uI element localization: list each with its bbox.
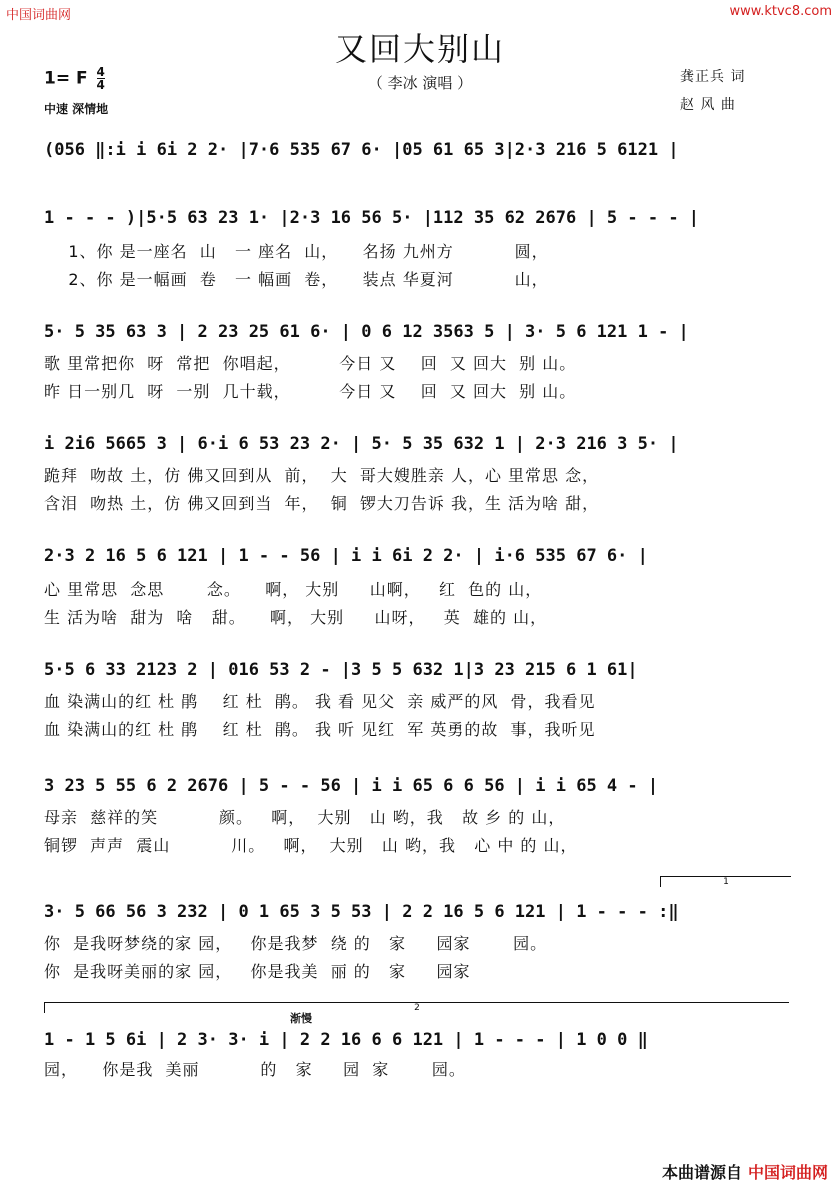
lyric-line-9: 园， 你是我 美丽 的 家 园 家 园。 <box>44 1060 466 1079</box>
lyric-line-6-verse2: 血 染满山的红 杜 鹃 红 杜 鹃。 我 听 见红 军 英勇的故 事，我听见 <box>44 720 596 739</box>
lyric-line-2-verse1: 1、你 是一座名 山 一 座名 山， 名扬 九州方 圆， <box>44 242 549 261</box>
lyric-line-5-verse1: 心 里常思 念思 念。 啊， 大别 山啊， 红 色的 山， <box>44 580 543 599</box>
lyric-line-3-verse2: 昨 日一别几 呀 一别 几十载， 今日 又 回 又 回大 别 山。 <box>44 382 577 401</box>
lyricist-credit: 龚正兵 词 <box>680 69 746 85</box>
composer-credit: 赵 风 曲 <box>680 97 736 113</box>
lyric-line-7-verse2: 铜锣 声声 震山 川。 啊， 大别 山 哟，我 心 中 的 山， <box>44 836 578 855</box>
notation-line-8: 3· 5 66 56 3 232 | 0 1 65 3 5 53 | 2 2 16 5 6 121 | 1 - - - :‖ <box>44 902 679 922</box>
notation-line-5: 2·3 2 16 5 6 121 | 1 - - 56 | i i 6i 2 2· | i·6 535 67 6· | <box>44 546 648 566</box>
notation-line-9: 1 - 1 5 6i | 2 3· 3· i | 2 2 16 6 6 121 | 1 - - - | 1 0 0 ‖ <box>44 1030 648 1050</box>
lyric-line-3-verse1: 歌 里常把你 呀 常把 你唱起， 今日 又 回 又 回大 别 山。 <box>44 354 577 373</box>
volta-bracket-2: 2 <box>44 1002 789 1013</box>
time-sig-bottom: 4 <box>96 78 105 92</box>
notation-line-4: i 2i6 5665 3 | 6·i 6 53 23 2· | 5· 5 35 632 1 | 2·3 216 3 5· | <box>44 434 679 454</box>
notation-line-6: 5·5 6 33 2123 2 | 016 53 2 - |3 5 5 632 1|3 23 215 6 1 61| <box>44 660 638 680</box>
lyric-line-8-verse2: 你 是我呀美丽的家 园， 你是我美 丽 的 家 园家 <box>44 962 471 981</box>
watermark-right: www.ktvc8.com <box>729 4 832 19</box>
time-signature <box>97 66 105 91</box>
ritardando-mark: 渐慢 <box>290 1012 312 1025</box>
lyric-line-8-verse1: 你 是我呀梦绕的家 园， 你是我梦 绕 的 家 园家 园。 <box>44 934 548 953</box>
footer-brand[interactable]: 中国词曲网 <box>747 1163 828 1182</box>
key-signature <box>44 66 105 91</box>
volta-bracket-1: 1 <box>660 876 791 887</box>
notation-line-2: 1 - - - )|5·5 63 23 1· |2·3 16 56 5· |112 35 62 2676 | 5 - - - | <box>44 208 700 228</box>
footer-credit <box>662 1160 828 1183</box>
time-sig-top: 4 <box>96 65 105 79</box>
watermark-left: 中国词曲网 <box>6 8 72 23</box>
lyric-line-6-verse1: 血 染满山的红 杜 鹃 红 杜 鹃。 我 看 见父 亲 威严的风 骨，我看见 <box>44 692 596 711</box>
lyric-line-7-verse1: 母亲 慈祥的笑 颜。 啊， 大别 山 哟，我 故 乡 的 山， <box>44 808 566 827</box>
notation-line-7: 3 23 5 55 6 2 2676 | 5 - - 56 | i i 65 6 6 56 | i i 65 4 - | <box>44 776 659 796</box>
lyric-line-4-verse1: 跪拜 吻故 土，仿 佛又回到从 前， 大 哥大嫂胜亲 人，心 里常思 念， <box>44 466 600 485</box>
lyric-line-5-verse2: 生 活为啥 甜为 啥 甜。 啊， 大别 山呀， 英 雄的 山， <box>44 608 548 627</box>
notation-line-1: (056 ‖:i i 6i 2 2· |7·6 535 67 6· |05 61 65 3|2·3 216 5 6121 | <box>44 140 679 160</box>
key-label: 1= F <box>44 68 88 89</box>
notation-line-3: 5· 5 35 63 3 | 2 23 25 61 6· | 0 6 12 3563 5 | 3· 5 6 121 1 - | <box>44 322 689 342</box>
song-title: 又回大别山 <box>334 30 505 68</box>
lyric-line-2-verse2: 2、你 是一幅画 卷 一 幅画 卷， 装点 华夏河 山， <box>44 270 549 289</box>
footer-source: 本曲谱源自 <box>661 1163 742 1182</box>
singer-credit: （ 李冰 演唱 ） <box>367 74 473 92</box>
lyric-line-4-verse2: 含泪 吻热 土，仿 佛又回到当 年， 铜 锣大刀告诉 我，生 活为啥 甜， <box>44 494 600 513</box>
tempo-marking: 中速 深情地 <box>44 102 109 116</box>
